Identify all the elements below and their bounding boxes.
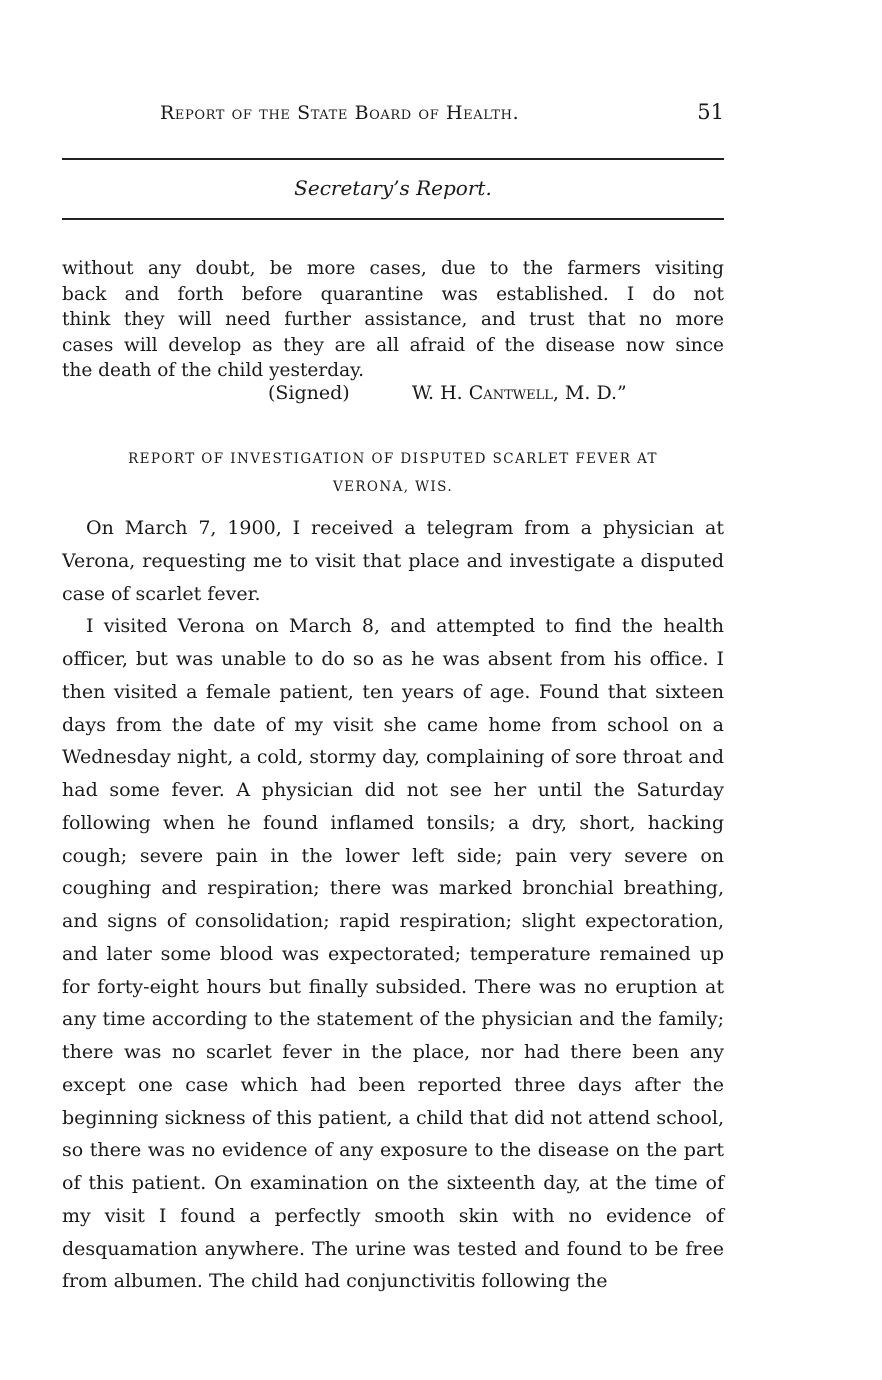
- header-rule-bottom: [62, 218, 724, 220]
- continuation-line: without any doubt, be more cases, due to the farmers visiting: [62, 258, 724, 279]
- signature-line: [268, 382, 627, 404]
- running-title: Report of the State Board of Health.: [160, 102, 520, 124]
- body-paragraph: On March 7, 1900, I received a telegram from a physician at Verona, requesting me to visit that place and investigate a disputed case of scarlet fever.: [62, 517, 724, 605]
- letter-continuation: [62, 256, 724, 384]
- page-number: 51: [697, 100, 724, 124]
- investigation-heading: [62, 445, 724, 501]
- section-title: Secretary’s Report.: [294, 176, 492, 200]
- signer-name: W. H. Cantwell, M. D.”: [411, 382, 627, 404]
- continuation-line: the death of the child yesterday.: [62, 360, 364, 381]
- body-paragraph: I visited Verona on March 8, and attempted to find the health officer, but was unable to do so as he was absent from his office. I then visited a female patient, ten years of age. Found that sixteen days from the date of my visit she came home from school on a Wednesday night, a cold, stormy day, complaining of sore throat and had some fever. A physician did not see her until the Saturday following when he found inflamed tonsils; a dry, short, hacking cough; severe pain in the lower left side; pain very severe on coughing and respiration; there was marked bronchial breathing, and signs of consolidation; rapid respiration; slight expectoration, and later some blood was expectorated; temperature remained up for forty-eight hours but finally subsided. There was no eruption at any time according to the statement of the physician and the family; there was no scarlet fever in the place, nor had there been any except one case which had been reported three days after the beginning sickness of this patient, a child that did not attend school, so there was no evidence of any exposure to the disease on the part of this patient. On examination on the sixteenth day, at the time of my visit I found a perfectly smooth skin with no evidence of desquamation anywhere. The urine was tested and found to be free from albumen. The child had conjunctivitis following the: [62, 615, 724, 1293]
- continuation-line: think they will need further assistance, and trust that no more: [62, 309, 724, 330]
- investigation-heading-line-2: VERONA, WIS.: [332, 479, 454, 495]
- header-rule-top: [62, 158, 724, 160]
- investigation-body: [62, 512, 724, 1298]
- continuation-line: back and forth before quarantine was established. I do not: [62, 283, 724, 305]
- signed-label: (Signed): [268, 382, 350, 404]
- continuation-line: cases will develop as they are all afraid of the disease now since: [62, 334, 724, 356]
- running-head: [62, 100, 724, 130]
- investigation-heading-line-1: REPORT OF INVESTIGATION OF DISPUTED SCARLET FEVER AT: [128, 451, 658, 467]
- document-page: [62, 0, 724, 1380]
